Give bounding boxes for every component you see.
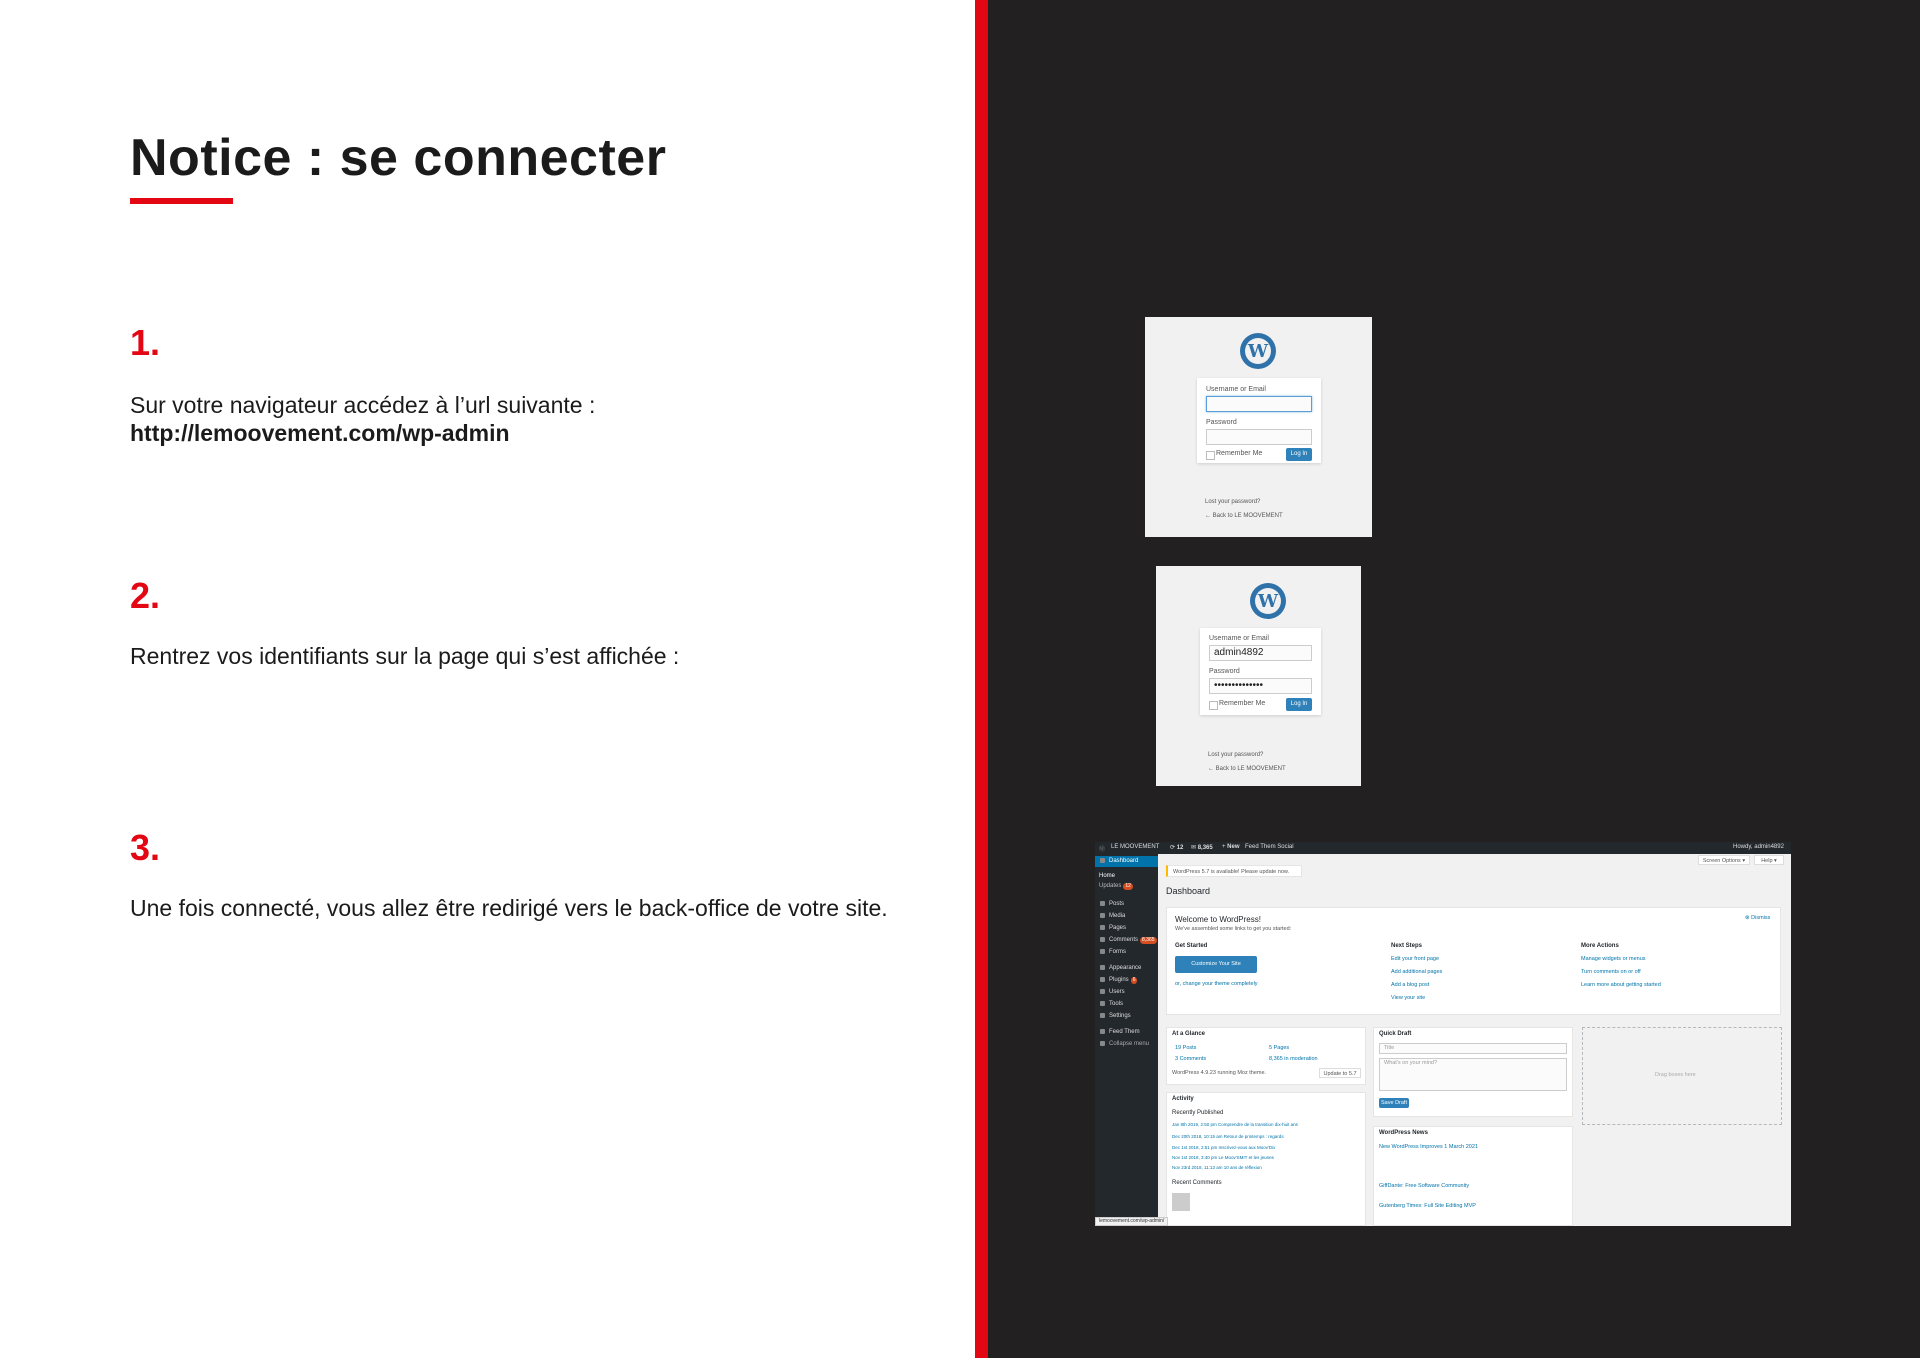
step-2-text: Rentrez vos identifiants sur la page qui s’est affichée : (130, 643, 680, 669)
remember-checkbox[interactable] (1209, 701, 1218, 710)
step-2-number: 2. (130, 575, 161, 616)
plugins-icon (1100, 977, 1105, 982)
recent-comments-heading: Recent Comments (1172, 1180, 1222, 1186)
username-input[interactable]: admin4892 (1209, 645, 1312, 661)
sidebar-forms-label: Forms (1109, 949, 1126, 955)
username-label: Username or Email (1209, 635, 1269, 642)
login-button[interactable]: Log In (1286, 448, 1312, 461)
sidebar-collapse[interactable] (1095, 1039, 1158, 1050)
sidebar-collapse-label: Collapse menu (1109, 1041, 1150, 1047)
password-input[interactable] (1206, 429, 1312, 445)
comments-icon (1100, 937, 1105, 942)
glance-pages[interactable]: 5 Pages (1269, 1045, 1290, 1051)
adminbar-new-label: New (1227, 844, 1240, 850)
news-title: WordPress News (1379, 1130, 1428, 1136)
step-1-url: http://lemoovement.com/wp-admin (130, 420, 510, 446)
sidebar-comments-label: Comments (1109, 937, 1139, 943)
adminbar-feed[interactable]: Feed Them Social (1245, 844, 1294, 850)
back-to-site-link[interactable]: ← Back to LE MOOVEMENT (1205, 513, 1283, 519)
sidebar-item-plugins[interactable] (1095, 975, 1158, 986)
password-label: Password (1206, 419, 1237, 426)
update-notice (1166, 865, 1302, 877)
feed-icon (1100, 1029, 1105, 1034)
step-1-text (130, 391, 595, 447)
adminbar-new[interactable]: + New (1222, 844, 1240, 850)
activity-item[interactable]: Nov 1st 2018, 3:40 pm Le Moov'SMIT et les jeunes (1172, 1155, 1274, 1160)
sidebar-media-label: Media (1109, 913, 1126, 919)
adminbar-updates-count: 12 (1176, 845, 1184, 851)
wordpress-news-panel (1373, 1126, 1573, 1226)
adminbar-site[interactable]: LE MOOVEMENT (1111, 844, 1160, 850)
updates-badge: 12 (1125, 883, 1131, 889)
adminbar-comments-count: 8,365 (1197, 845, 1213, 851)
news-item[interactable]: GiffDante: Free Software Community (1379, 1183, 1470, 1189)
activity-item[interactable]: Dec 20th 2018, 10:15 am Retour de printemps : regards (1172, 1134, 1284, 1139)
title-underline (130, 198, 233, 204)
password-input[interactable]: •••••••••••••• (1209, 678, 1312, 694)
recently-published-heading: Recently Published (1172, 1110, 1224, 1116)
news-item[interactable]: Gutenberg Times: Full Site Editing MVP (1379, 1203, 1476, 1209)
quick-draft-title: Quick Draft (1379, 1031, 1412, 1037)
lost-password-link[interactable]: Lost your password? (1208, 752, 1264, 758)
change-theme-link[interactable]: or, change your theme completely (1175, 981, 1258, 987)
avatar (1172, 1193, 1190, 1211)
adminbar-updates[interactable]: ⟳ 12 (1170, 845, 1184, 851)
login-button[interactable]: Log In (1286, 698, 1312, 711)
draft-content-textarea[interactable]: What's on your mind? (1379, 1058, 1567, 1091)
sidebar-dashboard-label: Dashboard (1109, 858, 1139, 864)
login-card (1200, 628, 1321, 715)
sidebar-feed-label: Feed Them (1109, 1029, 1140, 1035)
media-icon (1100, 913, 1105, 918)
quick-draft-panel (1373, 1027, 1573, 1117)
red-divider (975, 0, 988, 1358)
forms-icon (1100, 949, 1105, 954)
sidebar-plugins-label: Plugins (1109, 977, 1129, 983)
dashboard-icon (1100, 858, 1105, 863)
at-a-glance-panel (1166, 1027, 1366, 1085)
sidebar-sub-updates[interactable] (1099, 883, 1133, 890)
dismiss-link[interactable]: ⊗ Dismiss (1745, 915, 1771, 921)
sidebar-tools-label: Tools (1109, 1001, 1124, 1007)
activity-panel (1166, 1092, 1366, 1226)
login-screenshot-filled (1156, 566, 1361, 786)
plugins-badge: 6 (1132, 977, 1136, 983)
news-item[interactable]: New WordPress Improves 1 March 2021 (1379, 1144, 1478, 1150)
sidebar-item-settings[interactable] (1095, 1011, 1158, 1022)
more-action-item[interactable]: Learn more about getting started (1581, 982, 1661, 988)
draft-title-input[interactable]: Title (1379, 1043, 1567, 1054)
next-steps-heading: Next Steps (1391, 943, 1423, 949)
sidebar-appearance-label: Appearance (1109, 965, 1142, 971)
remember-label: Remember Me (1216, 450, 1263, 457)
next-step-item[interactable]: Add additional pages (1391, 969, 1443, 975)
remember-label: Remember Me (1219, 700, 1266, 707)
appearance-icon (1100, 965, 1105, 970)
lost-password-link[interactable]: Lost your password? (1205, 499, 1261, 505)
get-started-heading: Get Started (1175, 943, 1208, 949)
update-wordpress-button[interactable]: Update to 5.7 (1319, 1068, 1361, 1078)
admin-sidebar (1095, 854, 1158, 1226)
sidebar-posts-label: Posts (1109, 901, 1125, 907)
users-icon (1100, 989, 1105, 994)
wp-menu-icon[interactable]: Ⓦ (1099, 847, 1106, 853)
glance-version: WordPress 4.9.23 running Moz theme. (1172, 1070, 1267, 1076)
posts-icon (1100, 901, 1105, 906)
activity-item[interactable]: Nov 23rd 2018, 11:13 am 10 ans de réflexion (1172, 1165, 1262, 1170)
activity-item[interactable]: Dec 1st 2018, 2:51 pm Inscrivez-vous aux Moov'Dix (1172, 1145, 1276, 1150)
step-1-instruction: Sur votre navigateur accédez à l’url suivante : (130, 392, 596, 418)
screen-options-button[interactable]: Screen Options ▾ (1698, 855, 1750, 865)
save-draft-button[interactable]: Save Draft (1379, 1098, 1409, 1108)
collapse-icon (1100, 1041, 1105, 1046)
glance-comments[interactable]: 3 Comments (1175, 1056, 1207, 1062)
sidebar-item-comments[interactable] (1095, 935, 1158, 946)
more-actions-heading: More Actions (1581, 943, 1619, 949)
sidebar-item-appearance[interactable] (1095, 963, 1158, 974)
sidebar-updates-label: Updates (1099, 883, 1122, 889)
adminbar-comments[interactable]: ✉ 8,365 (1191, 845, 1213, 851)
activity-title: Activity (1172, 1096, 1194, 1102)
status-url: lemoovement.com/wp-admin/ (1099, 1218, 1165, 1224)
username-input[interactable] (1206, 396, 1312, 412)
sidebar-users-label: Users (1109, 989, 1125, 995)
welcome-title: Welcome to WordPress! (1175, 915, 1261, 924)
more-action-item[interactable]: Manage widgets or menus (1581, 956, 1646, 962)
sidebar-sub-home[interactable]: Home (1099, 873, 1116, 879)
step-3-number: 3. (130, 827, 161, 868)
glance-posts[interactable]: 19 Posts (1175, 1045, 1197, 1051)
login-card (1197, 378, 1321, 463)
adminbar-howdy[interactable]: Howdy, admin4892 (1733, 844, 1784, 850)
step-3-text: Une fois connecté, vous allez être redirigé vers le back-office de votre site. (130, 895, 888, 921)
next-step-item[interactable]: Add a blog post (1391, 982, 1430, 988)
sidebar-item-feed-them[interactable] (1095, 1027, 1158, 1038)
welcome-subtitle: We've assembled some links to get you started: (1175, 926, 1292, 932)
sidebar-settings-label: Settings (1109, 1013, 1131, 1019)
back-to-site-link[interactable]: ← Back to LE MOOVEMENT (1208, 766, 1286, 772)
password-label: Password (1209, 668, 1240, 675)
username-label: Username or Email (1206, 386, 1266, 393)
more-action-item[interactable]: Turn comments on or off (1581, 969, 1641, 975)
remember-checkbox[interactable] (1206, 451, 1215, 460)
wordpress-logo-icon: W (1240, 333, 1276, 369)
comments-badge: 8,365 (1142, 937, 1155, 943)
drag-boxes-area (1582, 1027, 1782, 1125)
dashboard-title: Dashboard (1166, 886, 1211, 896)
login-screenshot-empty (1145, 317, 1372, 537)
welcome-panel (1166, 907, 1781, 1015)
dashboard-screenshot (1095, 842, 1791, 1226)
pages-icon (1100, 925, 1105, 930)
wordpress-logo-icon: W (1250, 583, 1286, 619)
glance-title: At a Glance (1172, 1031, 1206, 1037)
update-notice-text: WordPress 5.7 is available! Please update now. (1173, 869, 1290, 875)
page-title: Notice : se connecter (130, 129, 667, 187)
glance-moderation[interactable]: 8,365 in moderation (1269, 1056, 1318, 1062)
tools-icon (1100, 1001, 1105, 1006)
sidebar-item-tools[interactable] (1095, 999, 1158, 1010)
sidebar-item-users[interactable] (1095, 987, 1158, 998)
status-bar (1095, 1217, 1168, 1226)
step-1-number: 1. (130, 322, 161, 363)
sidebar-item-pages[interactable] (1095, 923, 1158, 934)
sidebar-item-media[interactable] (1095, 911, 1158, 922)
customize-site-button[interactable]: Customize Your Site (1175, 956, 1257, 973)
sidebar-item-dashboard[interactable] (1095, 856, 1158, 867)
sidebar-item-forms[interactable] (1095, 947, 1158, 958)
activity-item[interactable]: Jan 8th 2019, 2:50 pm Comprendre de la transition dix-huit ans (1172, 1122, 1298, 1127)
help-button[interactable]: Help ▾ (1754, 855, 1784, 865)
next-step-item[interactable]: View your site (1391, 995, 1426, 1001)
drag-boxes-text: Drag boxes here (1655, 1072, 1696, 1078)
sidebar-item-posts[interactable] (1095, 899, 1158, 910)
admin-bar (1095, 842, 1791, 854)
next-step-item[interactable]: Edit your front page (1391, 956, 1440, 962)
sidebar-pages-label: Pages (1109, 925, 1127, 931)
settings-icon (1100, 1013, 1105, 1018)
